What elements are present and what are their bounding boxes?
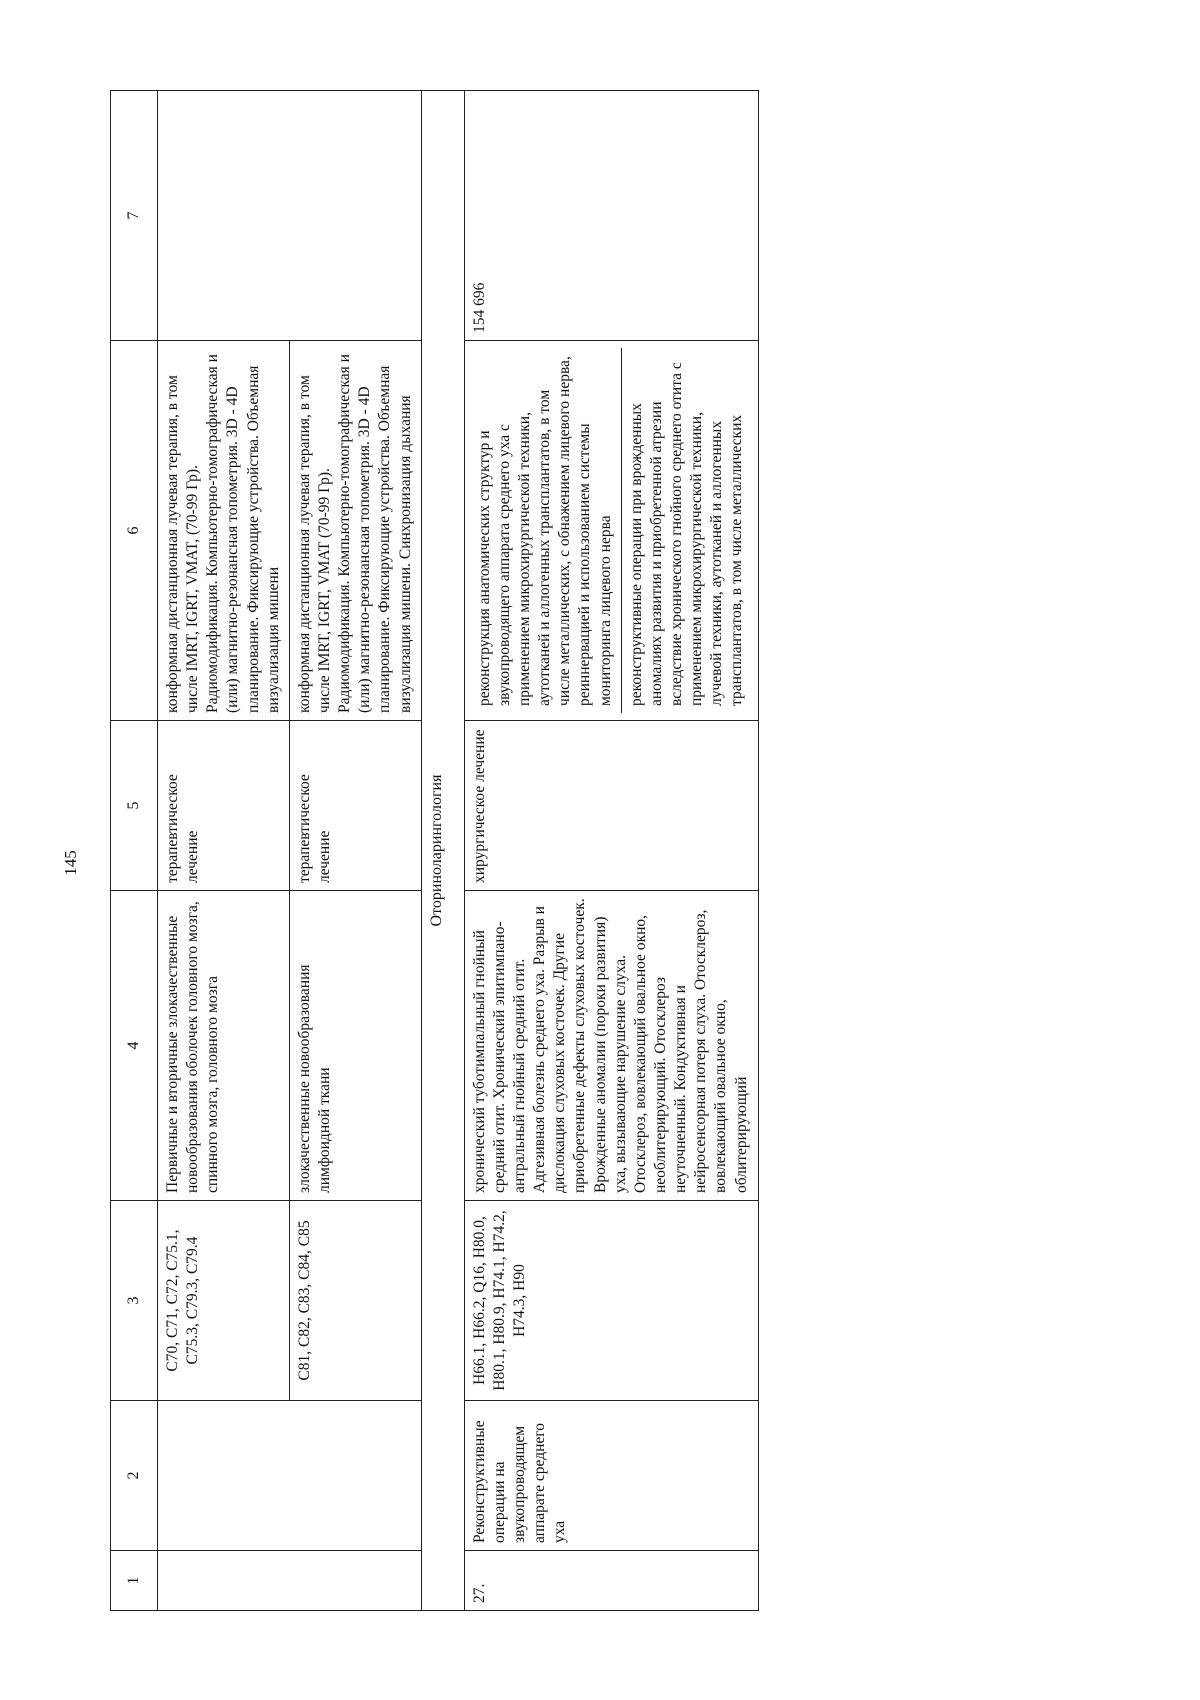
cost-cell: 154 696 [464,91,758,341]
table-frame [110,91,1075,1611]
column-header: 2 [111,1401,158,1551]
name-cell: Реконструктивные операции на звукопроводящем аппарате среднего уха [464,1401,758,1551]
column-header: 4 [111,891,158,1201]
column-header: 5 [111,721,158,891]
treatment-type-cell: терапевтическое лечение [289,721,421,891]
diagnosis-cell: злокачественные новообразования лимфоидной ткани [289,891,421,1201]
name-cell [158,1401,422,1551]
column-header: 7 [111,91,158,341]
codes-cell: C70, C71, C72, C75.1, C75.3, C79.3, C79.4 [158,1201,290,1401]
diagnosis-cell: хронический туботимпальный гнойный средний отит. Хронический эпитимпано-антральный гнойный средний отит. Адгезивная болезнь среднего уха. Разрыв и дислокация слуховых косточек. Другие приобретенные дефекты слуховых косточек. Врожденные аномалии (пороки развития) уха, вызывающие нарушение слуха. Отосклероз, вовлекающий овальное окно, необлитерирующий. Отосклероз неуточненный. Кондуктивная и нейросенсорная потеря слуха. Отосклероз, вовлекающий овальное окно, облитерирующий [464,891,758,1201]
column-header-row [111,91,158,1611]
table-row [158,91,290,1611]
cost-cell [158,91,422,341]
codes-cell: C81, C82, C83, C84, C85 [289,1201,421,1401]
services-table [110,90,759,1611]
page-number: 145 [61,850,80,876]
column-header: 3 [111,1201,158,1401]
column-header: 6 [111,341,158,721]
codes-cell: H66.1, H66.2, Q16, H80.0, H80.1, H80.9, H74.1, H74.2, H74.3, H90 [464,1201,758,1401]
method-text: реконструкция анатомических структур и звукопроводящего аппарата среднего уха с применением микрохирургической техники, аутотканей и аллогенных трансплантатов, в том числе металлических, с обнажением лицевого нерва, реиннервацией и использованием системы мониторинга лицевого нерва [475,356,614,706]
rotated-sheet [110,91,1075,1611]
method-cell [464,341,758,721]
method-cell: конформная дистанционная лучевая терапия, в том числе IMRT, IGRT, VMAT (70-99 Гр). Радиомодификация. Компьютерно-томографическая и (или) магнитно-резонансная топометрия. 3D - 4D планирование. Фиксирующие устройства. Объемная визуализация мишени. Синхронизация дыхания [289,341,421,721]
treatment-type-cell: хирургическое лечение [464,721,758,891]
diagnosis-cell: Первичные и вторичные злокачественные новообразования оболочек головного мозга, спинного мозга, головного мозга [158,891,290,1201]
section-row [421,91,464,1611]
row-number-cell [158,1551,422,1611]
section-title: Оториноларингология [421,91,464,1611]
row-number-cell: 27. [464,1551,758,1611]
table-row [464,91,758,1611]
treatment-type-cell: терапевтическое лечение [158,721,290,891]
column-header: 1 [111,1551,158,1611]
method-text: реконструктивные операции при врожденных аномалиях развития и приобретенной атрезии вследствие хронического гнойного среднего отита с применением микрохирургической техники, лучевой техники, аутотканей и аллогенных трансплантатов, в том числе металлических [621,348,753,713]
method-cell: конформная дистанционная лучевая терапия, в том числе IMRT, IGRT, VMAT, (70-99 Гр). Радиомодификация. Компьютерно-томографическая и (или) магнитно-резонансная топометрия. 3D - 4D планирование. Фиксирующие устройства. Объемная визуализация мишени [158,341,290,721]
